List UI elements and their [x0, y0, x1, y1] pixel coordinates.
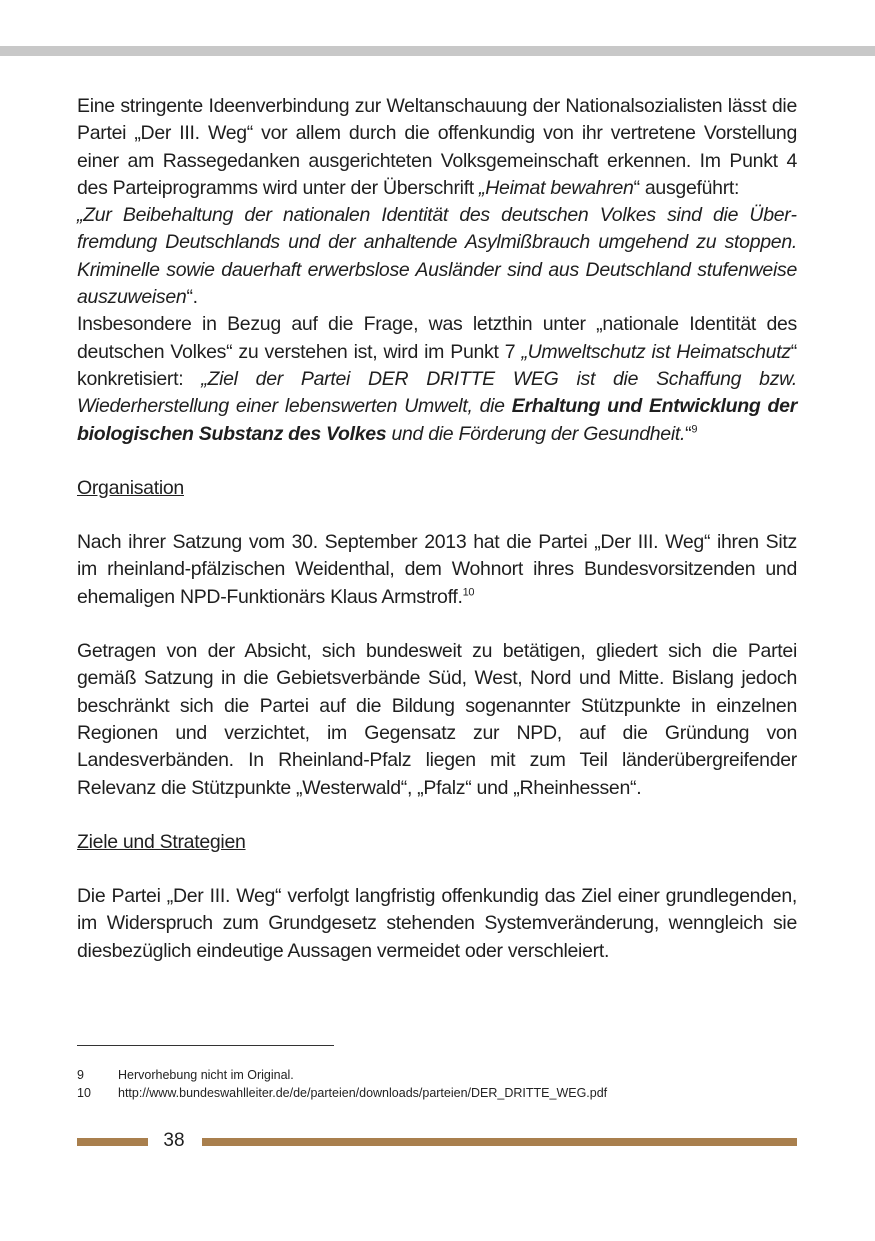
- paragraph-text: Nach ihrer Satzung vom 30. September 2013 hat die Partei „Der III. Weg“ ihren Sitz im rheinland-pfälzischen Weidenthal, dem Wohnort ihres Bundesvorsitzenden und ehemaligen NPD-Funktionärs Klaus Armstroff.: [77, 531, 797, 608]
- paragraph-goals: Die Partei „Der III. Weg“ verfolgt langfristig offenkundig das Ziel einer grundlegenden, im Widerspruch zum Grundgesetz stehenden Systemveränderung, wenngleich sie diesbezüglich eindeutige Aussagen vermeidet oder verschleiert.: [77, 885, 797, 962]
- quote-text: „Zur Beibehaltung der nationalen Identität des deutschen Volkes sind die Überfremdung Deutschlands und der anhaltende Asylmißbrauch umgehend zu stoppen. Kriminelle sowie dauerhaft erwerbslose Ausländer sind aus Deutschland stufenweise auszuweisen: [77, 204, 797, 309]
- paragraph-statute: [77, 529, 797, 611]
- footnote-ref-10[interactable]: 10: [462, 586, 475, 599]
- italic-term: „Heimat bewahren: [479, 176, 634, 199]
- italic-term: „Umweltschutz ist Heimatschutz: [521, 340, 791, 363]
- footnote-link[interactable]: http://www.bundeswahlleiter.de/de/parteien/downloads/parteien/DER_DRITTE_WEG.pdf: [118, 1086, 608, 1100]
- quote-text: und die Förderung der Gesundheit.: [386, 422, 686, 445]
- footnote-divider: [77, 1045, 334, 1046]
- paragraph-ideology: [77, 93, 797, 202]
- quote-text: „Ziel der Partei DER DRITTE WEG ist die Schaffung bzw. Wiederherstellung einer lebenswerten Umwelt, die: [77, 367, 797, 418]
- footnote-text: Hervorhebung nicht im Original.: [118, 1068, 294, 1082]
- quote-end: “.: [186, 286, 198, 309]
- emphasized-quote-text: Erhaltung und Entwicklung der biologischen Substanz des Volkes: [77, 395, 797, 445]
- quote-program-point-4: [77, 202, 797, 311]
- footnotes: [77, 1066, 797, 1102]
- heading-ziele-und-strategien: Ziele und Strategien: [77, 830, 246, 853]
- top-divider-bar: [0, 46, 875, 56]
- footnote-number: 10: [77, 1086, 91, 1100]
- paragraph-structure: Getragen von der Absicht, sich bundesweit zu betätigen, gliedert sich die Partei gemäß Satzung in die Gebietsverbände Süd, West, Nord und Mitte. Bislang jedoch beschränkt sich die Partei auf die Bildung sogenannter Stützpunkte in einzelnen Regionen und verzichtet, im Gegensatz zur NPD, auf die Gründung von Landesverbänden. In Rheinland-Pfalz liegen mit zum Teil länderübergreifender Relevanz die Stützpunkte „Westerwald“, „Pfalz“ und „Rheinhessen“.: [77, 640, 797, 799]
- body-text: [77, 93, 797, 965]
- paragraph-text: “ ausgeführt:: [633, 176, 740, 199]
- footnote-ref-9[interactable]: 9: [691, 423, 698, 436]
- footnote-10: [77, 1084, 797, 1102]
- paragraph-national-identity: [77, 311, 797, 447]
- footnote-number: 9: [77, 1068, 84, 1082]
- footer-bar-left: [77, 1138, 148, 1146]
- paragraph-text: Eine stringente Ideenverbindung zur Weltanschauung der Nationalsozialisten lässt die Partei „Der III. Weg“ vor allem durch die offenkundig von ihr vertretene Vorstellung einer am Rassegedanken ausgerichteten Volksgemeinschaft erkennen. Im Punkt 4 des Parteiprogramms wird unter der Überschrift: [77, 95, 797, 199]
- paragraph-text: Insbesondere in Bezug auf die Frage, was letzthin unter „nationale Identität des deutschen Volkes“ zu verstehen ist, wird im Punkt 7: [77, 313, 797, 363]
- quote-end: “: [685, 422, 692, 445]
- footnote-9: [77, 1066, 797, 1084]
- paragraph-text: “ konkretisiert:: [77, 340, 797, 390]
- heading-organisation: Organisation: [77, 476, 184, 499]
- page-number: 38: [163, 1130, 185, 1151]
- footer-bar-right: [202, 1138, 797, 1146]
